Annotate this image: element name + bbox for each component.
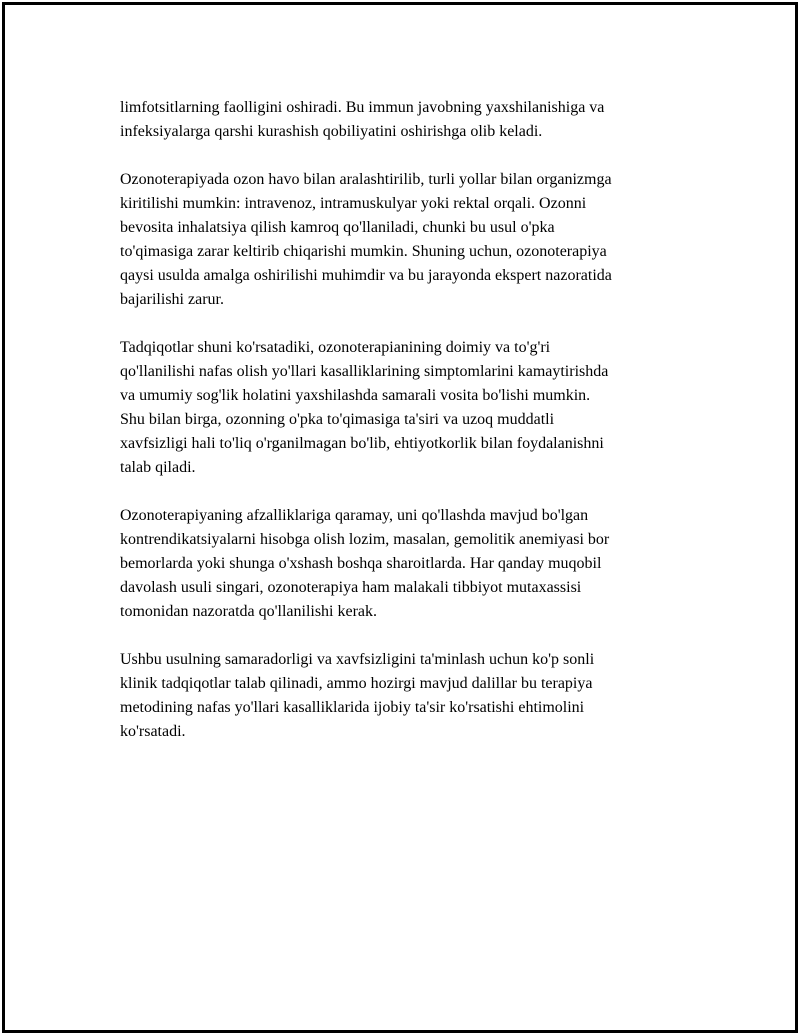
text-line: metodining nafas yo'llari kasalliklarida ijobiy ta'sir ko'rsatishi ehtimolini (120, 699, 585, 716)
paragraph-1 (120, 96, 690, 144)
text-line: Ushbu usulning samaradorligi va xavfsizligini ta'minlash uchun ko'p sonli (120, 651, 595, 668)
text-line: limfotsitlarning faolligini oshiradi. Bu immun javobning yaxshilanishiga va (120, 99, 605, 116)
text-line: xavfsizligi hali to'liq o'rganilmagan bo'lib, ehtiyotkorlik bilan foydalanishni (120, 435, 604, 452)
text-line: bajarilishi zarur. (120, 291, 224, 308)
text-line: davolash usuli singari, ozonoterapiya ham malakali tibbiyot mutaxassisi (120, 579, 582, 596)
text-line: talab qiladi. (120, 459, 196, 476)
text-line: to'qimasiga zarar keltirib chiqarishi mumkin. Shuning uchun, ozonoterapiya (120, 243, 607, 260)
text-line: va umumiy sog'lik holatini yaxshilashda samarali vosita bo'lishi mumkin. (120, 387, 591, 404)
text-line: kiritilishi mumkin: intravenoz, intramuskulyar yoki rektal orqali. Ozonni (120, 195, 587, 212)
text-line: bemorlarda yoki shunga o'xshash boshqa sharoitlarda. Har qanday muqobil (120, 555, 602, 572)
text-line: qaysi usulda amalga oshirilishi muhimdir va bu jarayonda ekspert nazoratida (120, 267, 612, 284)
text-line: infeksiyalarga qarshi kurashish qobiliyatini oshirishga olib keladi. (120, 123, 543, 140)
text-line: bevosita inhalatsiya qilish kamroq qo'llaniladi, chunki bu usul o'pka (120, 219, 555, 236)
text-line: kontrendikatsiyalarni hisobga olish lozim, masalan, gemolitik anemiyasi bor (120, 531, 610, 548)
paragraph-4 (120, 504, 690, 624)
text-line: Ozonoterapiyada ozon havo bilan aralashtirilib, turli yollar bilan organizmga (120, 171, 612, 188)
text-line: Shu bilan birga, ozonning o'pka to'qimasiga ta'siri va uzoq muddatli (120, 411, 555, 428)
text-line: Tadqiqotlar shuni ko'rsatadiki, ozonoterapianining doimiy va to'g'ri (120, 339, 551, 356)
document-page (2, 2, 798, 1033)
text-line: Ozonoterapiyaning afzalliklariga qaramay, uni qo'llashda mavjud bo'lgan (120, 507, 589, 524)
document-body (120, 96, 690, 768)
paragraph-2 (120, 168, 690, 312)
text-line: tomonidan nazoratda qo'llanilishi kerak. (120, 603, 378, 620)
text-line: qo'llanilishi nafas olish yo'llari kasalliklarining simptomlarini kamaytirishda (120, 363, 609, 380)
paragraph-3 (120, 336, 690, 480)
paragraph-5 (120, 648, 690, 744)
text-line: ko'rsatadi. (120, 723, 186, 740)
text-line: klinik tadqiqotlar talab qilinadi, ammo hozirgi mavjud dalillar bu terapiya (120, 675, 593, 692)
